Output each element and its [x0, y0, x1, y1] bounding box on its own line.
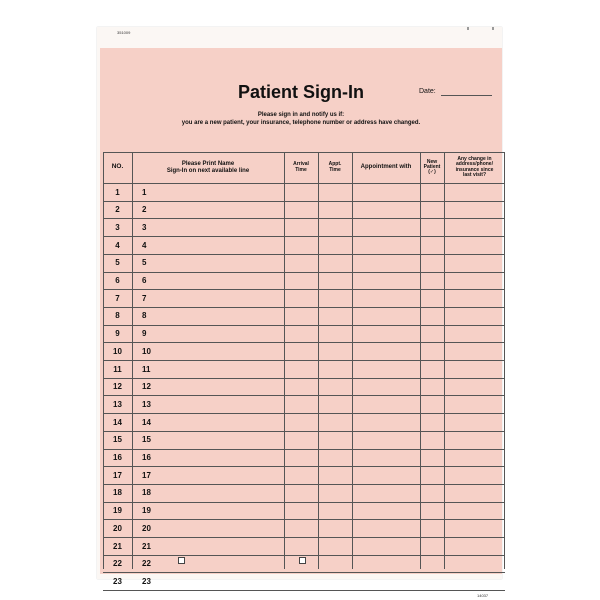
row-rule — [103, 572, 505, 573]
name-line-number[interactable]: 9 — [142, 329, 147, 339]
name-line-number[interactable]: 17 — [142, 470, 151, 480]
form-code: 351009 — [117, 30, 131, 35]
name-line-number[interactable]: 20 — [142, 523, 151, 533]
column-rule — [352, 152, 353, 569]
row-number: 7 — [115, 293, 120, 303]
column-header-any-change: Any change in address/phone/ insurance since last visit? — [455, 156, 494, 178]
form-number: 14037 — [477, 593, 489, 598]
name-line-number[interactable]: 5 — [142, 258, 147, 268]
column-header-appointment-with: Appointment with — [360, 164, 412, 171]
column-header-new-patient: New Patient (✓) — [423, 158, 441, 176]
row-number: 5 — [115, 258, 120, 268]
name-line-number[interactable]: 18 — [142, 488, 151, 498]
row-number: 1 — [115, 187, 120, 197]
row-number: 12 — [113, 382, 122, 392]
name-line-number[interactable]: 19 — [142, 506, 151, 516]
date-field[interactable] — [441, 95, 492, 96]
row-number: 20 — [113, 523, 122, 533]
row-rule — [103, 590, 505, 591]
checkbox[interactable] — [299, 557, 306, 564]
row-number: 18 — [113, 488, 122, 498]
name-line-number[interactable]: 3 — [142, 222, 147, 232]
name-line-number[interactable]: 6 — [142, 276, 147, 285]
row-number: 4 — [115, 240, 120, 250]
row-number: 6 — [115, 276, 120, 285]
row-number: 16 — [113, 453, 122, 462]
name-line-number[interactable]: 12 — [142, 382, 151, 392]
name-line-number[interactable]: 11 — [142, 364, 151, 374]
row-number: 3 — [115, 222, 120, 232]
row-number: 2 — [115, 205, 120, 215]
row-number: 14 — [113, 417, 122, 427]
perforation-mark — [467, 27, 469, 30]
row-number: 9 — [115, 329, 120, 339]
perforation-mark — [492, 27, 494, 30]
row-number: 21 — [113, 541, 122, 551]
form-title: Patient Sign-In — [238, 82, 364, 102]
name-line-number[interactable]: 2 — [142, 205, 147, 215]
row-number: 22 — [113, 559, 122, 569]
row-number: 8 — [115, 311, 120, 321]
name-line-number[interactable]: 10 — [142, 346, 151, 356]
row-number: 10 — [113, 346, 122, 356]
row-number: 17 — [113, 470, 122, 480]
name-line-number[interactable]: 14 — [142, 417, 151, 427]
name-line-number[interactable]: 1 — [142, 187, 147, 197]
sign-in-sheet — [97, 27, 502, 598]
column-rule — [318, 152, 319, 569]
name-line-number[interactable]: 15 — [142, 435, 151, 445]
column-rule — [420, 152, 421, 569]
name-line-number[interactable]: 8 — [142, 311, 147, 321]
column-header-appt-time: Appt. Time — [328, 161, 342, 173]
sign-in-table — [103, 152, 505, 586]
column-rule — [132, 152, 133, 569]
name-line-number[interactable]: 7 — [142, 293, 147, 303]
name-line-number[interactable]: 23 — [142, 576, 151, 586]
row-number: 19 — [113, 506, 122, 516]
row-number: 23 — [113, 576, 122, 586]
column-header-name: Please Print Name Sign-In on next available line — [166, 161, 250, 174]
instructions-line-1: Please sign in and notify us if: — [257, 112, 345, 118]
checkbox[interactable] — [178, 557, 185, 564]
column-rule — [444, 152, 445, 569]
instructions-line-2: you are a new patient, your insurance, telephone number or address have changed. — [181, 120, 421, 126]
row-number: 11 — [113, 364, 122, 374]
row-number: 13 — [113, 399, 122, 409]
date-label: Date: — [419, 88, 436, 95]
column-rule — [284, 152, 285, 569]
column-header-number: NO. — [111, 163, 124, 171]
name-line-number[interactable]: 16 — [142, 453, 151, 462]
name-line-number[interactable]: 22 — [142, 559, 151, 569]
name-line-number[interactable]: 4 — [142, 240, 147, 250]
row-number: 15 — [113, 435, 122, 445]
name-line-number[interactable]: 13 — [142, 399, 151, 409]
column-rule — [504, 152, 505, 569]
form-area — [100, 48, 502, 598]
name-line-number[interactable]: 21 — [142, 541, 151, 551]
column-header-arrival-time: Arrival Time — [293, 161, 309, 173]
